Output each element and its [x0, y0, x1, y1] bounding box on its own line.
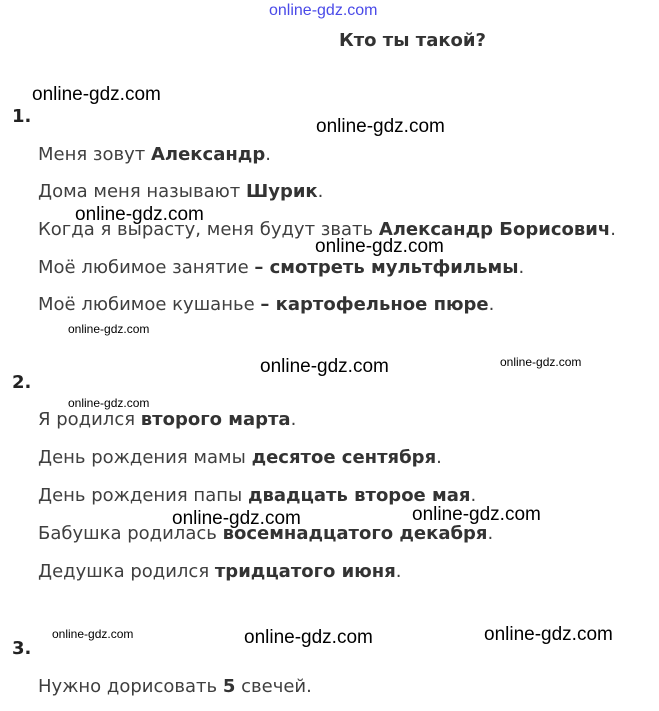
section-number-3: 3.: [12, 638, 32, 659]
line-text: Меня зовут: [38, 144, 151, 165]
line-answer: двадцать второе мая: [247, 485, 471, 506]
watermark: online-gdz.com: [316, 116, 445, 137]
answer-line: [38, 257, 524, 278]
section-number-2: 2.: [12, 372, 32, 393]
answer-line: [38, 485, 476, 506]
line-text: .: [610, 219, 617, 240]
line-text: Моё любимое занятие: [38, 257, 255, 278]
line-text: .: [395, 561, 402, 582]
watermark: online-gdz.com: [172, 508, 301, 529]
line-text: .: [436, 447, 442, 468]
watermark: online-gdz.com: [75, 204, 204, 225]
watermark-top: online-gdz.com: [269, 2, 378, 19]
line-answer: Александр Борисович: [378, 219, 611, 240]
line-text: Моё любимое кушанье: [38, 294, 261, 315]
line-answer: – смотреть мультфильмы: [254, 257, 519, 278]
watermark: online-gdz.com: [68, 396, 150, 410]
line-answer: десятое сентября: [251, 447, 437, 468]
watermark: online-gdz.com: [315, 236, 444, 257]
line-answer: второго марта: [140, 409, 291, 430]
watermark: online-gdz.com: [260, 356, 389, 377]
line-text: Когда я вырасту, меня будут звать: [38, 219, 379, 240]
line-text: Нужно дорисовать: [38, 676, 223, 697]
watermark: online-gdz.com: [244, 627, 373, 648]
page-title: Кто ты такой?: [339, 30, 486, 51]
answer-line: [38, 561, 402, 582]
line-text: Я родился: [38, 409, 141, 430]
line-text: День рождения мамы: [38, 447, 252, 468]
line-answer: восемнадцатого декабря: [222, 523, 488, 544]
line-text: .: [518, 257, 525, 278]
answer-line: [38, 144, 271, 165]
answer-line: [38, 181, 323, 202]
line-answer: тридцатого июня: [214, 561, 396, 582]
watermark: online-gdz.com: [412, 504, 541, 525]
line-text: .: [317, 181, 324, 202]
section-number-1: 1.: [12, 106, 32, 127]
watermark: online-gdz.com: [68, 322, 150, 336]
line-text: .: [488, 294, 495, 315]
answer-line: [38, 294, 494, 315]
line-text: Дедушка родился: [38, 561, 215, 582]
line-text: Бабушка родилась: [38, 523, 223, 544]
line-text: .: [265, 144, 271, 165]
watermark: online-gdz.com: [500, 355, 582, 369]
line-text: .: [470, 485, 477, 506]
line-text: Дома меня называют: [38, 181, 246, 202]
watermark: online-gdz.com: [484, 624, 613, 645]
line-text: День рождения папы: [38, 485, 248, 506]
line-answer: Шурик: [245, 181, 318, 202]
answer-line: [38, 409, 296, 430]
line-text: свечей.: [235, 676, 312, 697]
watermark: online-gdz.com: [52, 627, 134, 641]
watermark: online-gdz.com: [32, 84, 161, 105]
answer-line: [38, 676, 312, 697]
line-answer: – картофельное пюре: [260, 294, 489, 315]
answer-line: [38, 447, 442, 468]
line-answer: 5: [222, 676, 236, 697]
line-text: .: [290, 409, 297, 430]
line-text: .: [487, 523, 494, 544]
line-answer: Александр: [150, 144, 266, 165]
